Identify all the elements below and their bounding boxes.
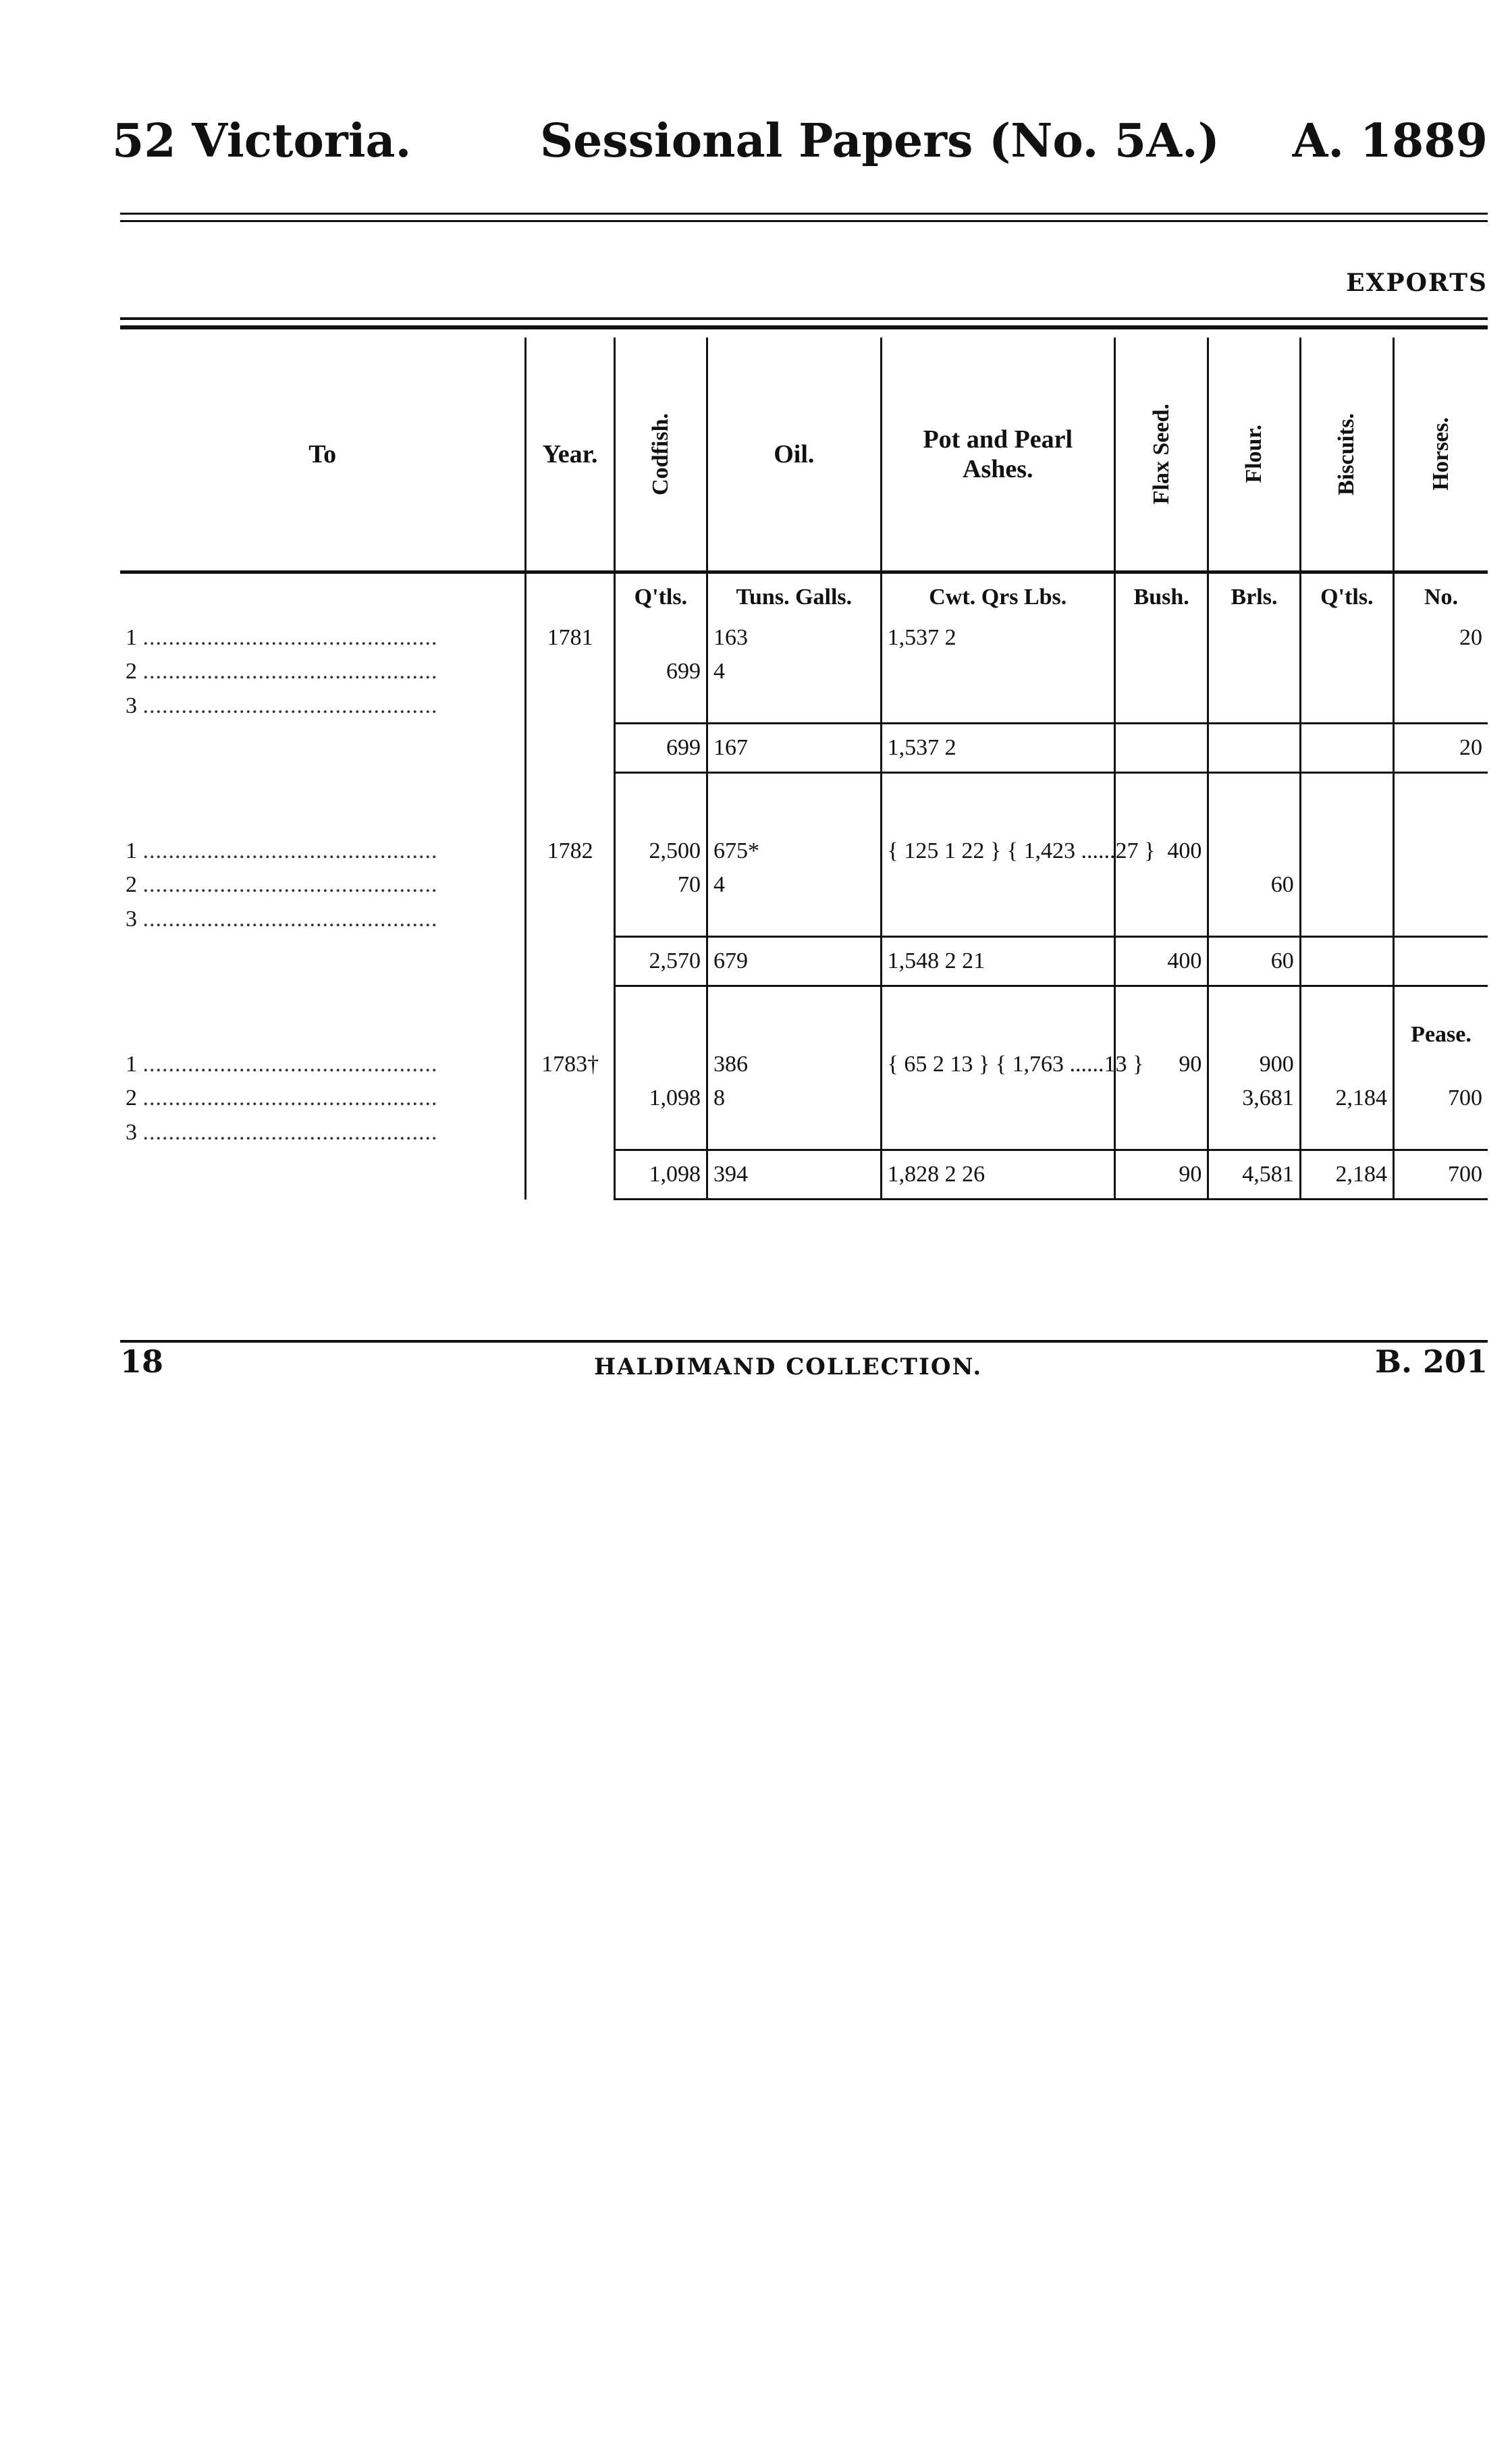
unit-flour: Brls. (1208, 572, 1300, 622)
header-rule-bottom (120, 220, 1488, 222)
cell-flax (1114, 655, 1208, 689)
cell-codfish: 1,098 (614, 1081, 707, 1115)
total-horses: 700 (1394, 1150, 1488, 1200)
total-row (120, 1150, 1488, 1200)
total-ashes: 1,828 2 26 (881, 1150, 1114, 1200)
cell-horses (1394, 868, 1488, 902)
unit-horses: No. (1394, 572, 1488, 622)
cell-codfish (614, 621, 707, 655)
col-flour: Flour. (1208, 338, 1300, 572)
column-header-row (120, 338, 1488, 572)
col-ashes: Pot and Pearl Ashes. (881, 338, 1114, 572)
cell-ashes: { 125 1 22 } { 1,423 ......27 } (881, 834, 1114, 868)
row-label: 1 .............................................. (126, 625, 438, 650)
cell-flour: 60 (1208, 868, 1300, 902)
footer-rule (120, 1340, 1488, 1343)
total-ashes: 1,548 2 21 (881, 937, 1114, 986)
table-row (120, 868, 1488, 902)
header-year: A. 1889 (1292, 114, 1488, 168)
cell-flour (1208, 655, 1300, 689)
unit-flax: Bush. (1114, 572, 1208, 622)
total-flax: 400 (1114, 937, 1208, 986)
cell-biscuits (1300, 902, 1393, 937)
col-year: Year. (526, 338, 614, 572)
total-oil: 679 (707, 937, 882, 986)
cell-codfish (614, 902, 707, 937)
cell-biscuits (1300, 834, 1393, 868)
col-oil: Oil. (707, 338, 882, 572)
total-biscuits: 2,184 (1300, 1150, 1393, 1200)
col-biscuits: Biscuits. (1300, 338, 1393, 572)
cell-horses (1394, 902, 1488, 937)
cell-flax (1114, 621, 1208, 655)
cell-flour (1208, 1115, 1300, 1150)
header-rule-top (120, 213, 1488, 215)
cell-biscuits (1300, 621, 1393, 655)
cell-horses: 700 (1394, 1081, 1488, 1115)
cell-horses (1394, 834, 1488, 868)
cell-codfish (614, 689, 707, 724)
row-label: 3 .............................................. (126, 906, 438, 932)
total-oil: 394 (707, 1150, 882, 1200)
col-horses: Horses. (1394, 338, 1488, 572)
cell-flax (1114, 902, 1208, 937)
cell-codfish: 699 (614, 655, 707, 689)
total-codfish: 1,098 (614, 1150, 707, 1200)
section-title: EXPORTS (1346, 269, 1488, 297)
total-flax: 90 (1114, 1150, 1208, 1200)
col-flax: Flax Seed. (1114, 338, 1208, 572)
cell-oil: 4 (707, 655, 882, 689)
cell-ashes (881, 902, 1114, 937)
row-label: 2 .............................................. (126, 659, 438, 684)
cell-biscuits: 2,184 (1300, 1081, 1393, 1115)
pease-label: Pease. (1394, 986, 1488, 1048)
total-ashes: 1,537 2 (881, 724, 1114, 773)
cell-flax: 400 (1114, 834, 1208, 868)
cell-ashes: 1,537 2 (881, 621, 1114, 655)
cell-ashes (881, 655, 1114, 689)
cell-codfish (614, 1048, 707, 1081)
row-label: 1 .............................................. (126, 838, 438, 863)
cell-biscuits (1300, 1048, 1393, 1081)
units-row (120, 572, 1488, 622)
cell-ashes (881, 689, 1114, 724)
table-row (120, 834, 1488, 868)
total-biscuits (1300, 724, 1393, 773)
total-oil: 167 (707, 724, 882, 773)
cell-oil: 4 (707, 868, 882, 902)
page-number: 18 (120, 1343, 164, 1380)
cell-oil (707, 902, 882, 937)
unit-ashes: Cwt. Qrs Lbs. (881, 572, 1114, 622)
unit-biscuits: Q'tls. (1300, 572, 1393, 622)
col-to: To (120, 338, 526, 572)
cell-ashes: { 65 2 13 } { 1,763 ......13 } (881, 1048, 1114, 1081)
cell-biscuits (1300, 1115, 1393, 1150)
cell-oil: 8 (707, 1081, 882, 1115)
cell-oil (707, 689, 882, 724)
cell-oil (707, 1115, 882, 1150)
cell-flour (1208, 621, 1300, 655)
header-title: Sessional Papers (No. 5A.) (540, 114, 1220, 168)
total-horses: 20 (1394, 724, 1488, 773)
table-row (120, 1048, 1488, 1081)
collection-name: HALDIMAND COLLECTION. (594, 1353, 983, 1380)
unit-codfish: Q'tls. (614, 572, 707, 622)
cell-flour (1208, 834, 1300, 868)
total-flax (1114, 724, 1208, 773)
table-row (120, 902, 1488, 937)
row-label: 2 .............................................. (126, 872, 438, 897)
year-cell: 1782 (526, 834, 614, 868)
cell-flour (1208, 902, 1300, 937)
year-cell: 1783† (526, 1048, 614, 1081)
exports-table (120, 338, 1488, 1200)
cell-biscuits (1300, 655, 1393, 689)
reference-code: B. 201 (1375, 1343, 1488, 1380)
cell-flax (1114, 1115, 1208, 1150)
total-row (120, 724, 1488, 773)
cell-flax: 90 (1114, 1048, 1208, 1081)
cell-flax (1114, 868, 1208, 902)
total-flour: 60 (1208, 937, 1300, 986)
header-session: 52 Victoria. (112, 114, 412, 168)
cell-ashes (881, 1081, 1114, 1115)
table-rule-bottom (120, 325, 1488, 329)
table-row (120, 689, 1488, 724)
total-codfish: 699 (614, 724, 707, 773)
cell-codfish: 70 (614, 868, 707, 902)
total-row (120, 937, 1488, 986)
cell-ashes (881, 868, 1114, 902)
total-flour (1208, 724, 1300, 773)
row-label: 3 .............................................. (126, 1119, 438, 1145)
cell-horses: 20 (1394, 621, 1488, 655)
col-codfish: Codfish. (614, 338, 707, 572)
row-label: 1 .............................................. (126, 1052, 438, 1077)
total-horses (1394, 937, 1488, 986)
cell-horses (1394, 1048, 1488, 1081)
cell-ashes (881, 1115, 1114, 1150)
cell-flour: 900 (1208, 1048, 1300, 1081)
total-biscuits (1300, 937, 1393, 986)
cell-codfish: 2,500 (614, 834, 707, 868)
cell-codfish (614, 1115, 707, 1150)
table-row (120, 1115, 1488, 1150)
cell-flax (1114, 1081, 1208, 1115)
cell-flour (1208, 689, 1300, 724)
cell-oil: 386 (707, 1048, 882, 1081)
total-flour: 4,581 (1208, 1150, 1300, 1200)
cell-flax (1114, 689, 1208, 724)
row-label: 3 .............................................. (126, 693, 438, 718)
table-row (120, 1081, 1488, 1115)
table-rule-top (120, 317, 1488, 320)
cell-horses (1394, 689, 1488, 724)
year-cell: 1781 (526, 621, 614, 655)
total-codfish: 2,570 (614, 937, 707, 986)
cell-biscuits (1300, 689, 1393, 724)
cell-oil: 675* (707, 834, 882, 868)
cell-horses (1394, 1115, 1488, 1150)
cell-flour: 3,681 (1208, 1081, 1300, 1115)
row-label: 2 .............................................. (126, 1085, 438, 1110)
cell-horses (1394, 655, 1488, 689)
cell-oil: 163 (707, 621, 882, 655)
unit-oil: Tuns. Galls. (707, 572, 882, 622)
table-row (120, 621, 1488, 655)
table-row (120, 655, 1488, 689)
cell-biscuits (1300, 868, 1393, 902)
